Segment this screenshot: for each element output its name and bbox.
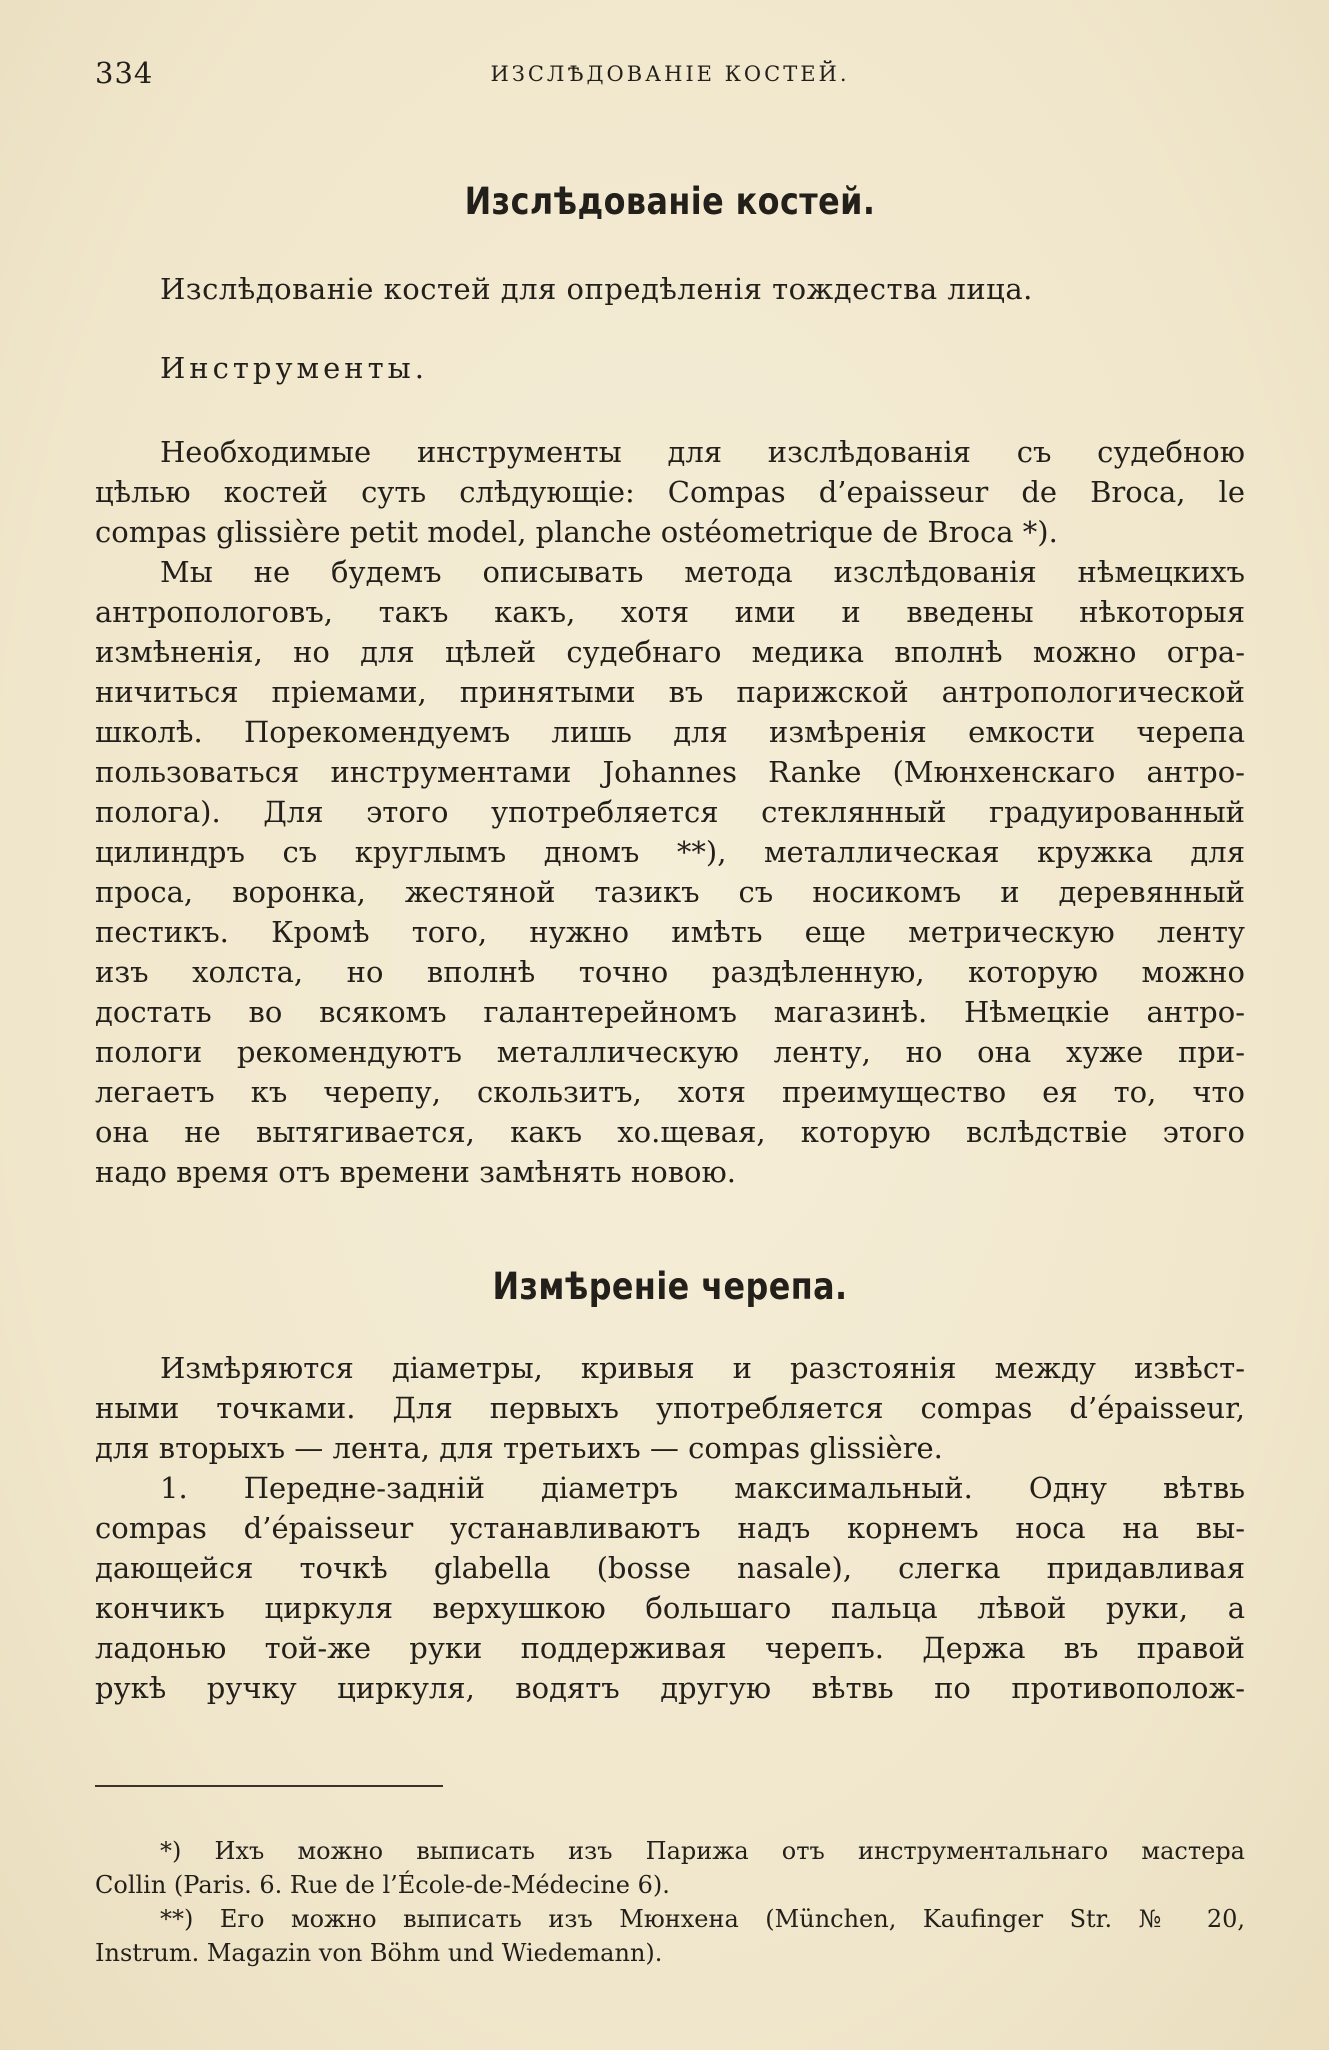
footnote-line: **) Его можно выписать изъ Мюнхена (München, Kaufinger Str. № 20, xyxy=(160,1905,1245,1933)
footnote-line: Collin (Paris. 6. Rue de l’École-de-Médecine 6). xyxy=(95,1871,670,1899)
footnote-line: Instrum. Magazin von Böhm und Wiedemann). xyxy=(95,1939,663,1967)
text-line: измѣненія, но для цѣлей судебнаго медика вполнѣ можно огра- xyxy=(95,635,1245,669)
text-line: проса, воронка, жестяной тазикъ съ носикомъ и деревянный xyxy=(95,875,1245,909)
text-line: полога). Для этого употребляется стеклянный градуированный xyxy=(95,795,1245,829)
text-line: 1. Передне-задній діаметръ максимальный. Одну вѣтвь xyxy=(160,1471,1245,1505)
running-head: ИЗСЛѢДОВАНІЕ КОСТЕЙ. xyxy=(490,62,850,86)
text-line: достать во всякомъ галантерейномъ магазинѣ. Нѣмецкіе антро- xyxy=(95,995,1245,1029)
text-line: пользоваться инструментами Johannes Ranke (Мюнхенскаго антро- xyxy=(95,755,1245,789)
text-line: кончикъ циркуля верхушкою большаго пальца лѣвой руки, а xyxy=(95,1591,1245,1625)
text-line: ладонью той-же руки поддерживая черепъ. Держа въ правой xyxy=(95,1631,1245,1665)
page-header xyxy=(95,56,1245,96)
text-line: Измѣряются діаметры, кривыя и разстоянія между извѣст- xyxy=(160,1351,1245,1385)
text-line: пестикъ. Кромѣ того, нужно имѣть еще метрическую ленту xyxy=(95,915,1245,949)
text-line: Необходимые инструменты для изслѣдованія съ судебною xyxy=(160,435,1245,469)
text-line: ничиться пріемами, принятыми въ парижской антропологической xyxy=(95,675,1245,709)
text-line: школѣ. Порекомендуемъ лишь для измѣренія емкости черепа xyxy=(95,715,1245,749)
section-title-skull-measurement: Измѣреніе черепа. xyxy=(492,1265,848,1308)
section-title-bone-examination: Изслѣдованіе костей. xyxy=(464,180,876,223)
text-line: для вторыхъ — лента, для третьихъ — compas glissière. xyxy=(95,1431,943,1465)
text-line: легаетъ къ черепу, скользитъ, хотя преимущество ея то, что xyxy=(95,1075,1245,1109)
subheading-instruments: Инструменты. xyxy=(160,351,428,385)
text-line: цѣлью костей суть слѣдующіе: Compas d’epaisseur de Broca, le xyxy=(95,475,1245,509)
text-line: compas glissière petit model, planche ostéometrique de Broca *). xyxy=(95,515,1058,549)
section-subtitle: Изслѣдованіе костей для опредѣленія тождества лица. xyxy=(160,272,1033,306)
text-line: изъ холста, но вполнѣ точно раздѣленную, которую можно xyxy=(95,955,1245,989)
text-line: цилиндръ съ круглымъ дномъ **), металлическая кружка для xyxy=(95,835,1245,869)
text-line: Мы не будемъ описывать метода изслѣдованія нѣмецкихъ xyxy=(160,555,1245,589)
text-line: надо время отъ времени замѣнять новою. xyxy=(95,1155,736,1189)
text-line: антропологовъ, такъ какъ, хотя ими и введены нѣкоторыя xyxy=(95,595,1245,629)
text-line: дающейся точкѣ glabella (bosse nasale), слегка придавливая xyxy=(95,1551,1245,1585)
text-line: compas d’épaisseur устанавливаютъ надъ корнемъ носа на вы- xyxy=(95,1511,1245,1545)
footnote-divider xyxy=(95,1785,443,1787)
page-number: 334 xyxy=(95,56,154,90)
footnote-line: *) Ихъ можно выписать изъ Парижа отъ инструментальнаго мастера xyxy=(160,1837,1245,1865)
text-line: рукѣ ручку циркуля, водятъ другую вѣтвь по противополож- xyxy=(95,1671,1245,1705)
text-line: ными точками. Для первыхъ употребляется compas d’épaisseur, xyxy=(95,1391,1245,1425)
text-line: она не вытягивается, какъ хо.щевая, которую вслѣдствіе этого xyxy=(95,1115,1245,1149)
text-line: пологи рекомендуютъ металлическую ленту, но она хуже при- xyxy=(95,1035,1245,1069)
